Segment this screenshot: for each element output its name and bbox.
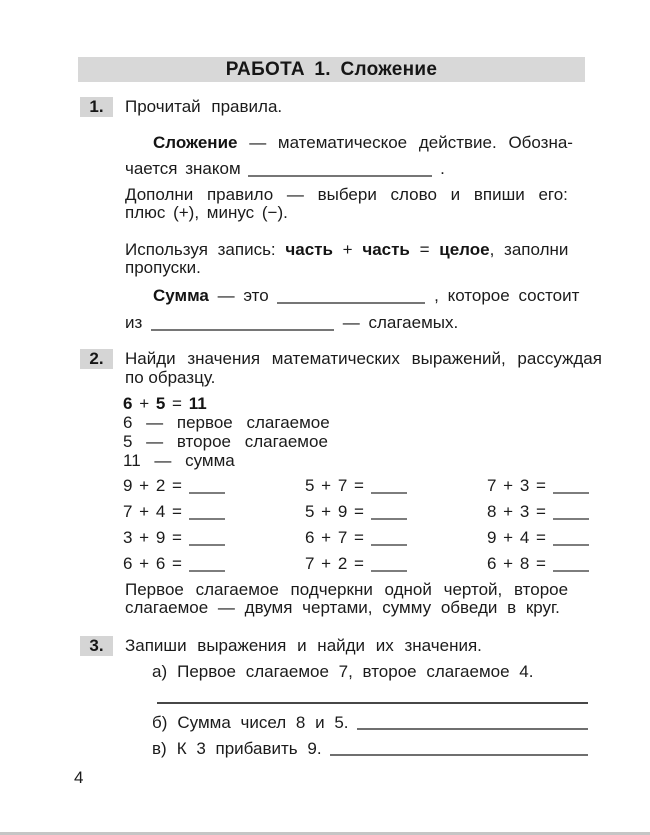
rule-definition-line-2	[125, 159, 587, 178]
page-number: 4	[74, 768, 84, 787]
expression-text: 8 + 3 =	[487, 502, 546, 521]
expression-text: 9 + 4 =	[487, 528, 546, 547]
rule-part-whole	[125, 241, 587, 277]
term-whole: целое	[439, 240, 490, 259]
task-1-number: 1.	[80, 97, 113, 117]
expression-text: 5 + 7 =	[305, 476, 364, 495]
term-sum: Сумма	[153, 286, 209, 305]
example-plus: +	[132, 394, 156, 413]
example-block	[123, 394, 330, 470]
answer-blank[interactable]	[371, 557, 407, 572]
example-equation	[123, 394, 330, 413]
term-addition: Сложение	[153, 133, 238, 152]
task-2-prompt-line-1: Найди значения математических выражений, рассуждая	[125, 349, 602, 368]
item-v-label: в)	[152, 739, 167, 758]
task-1-prompt: Прочитай правила.	[125, 97, 283, 116]
item-a-text: Первое слагаемое 7, второе слагаемое 4.	[177, 662, 534, 681]
expression-text: 9 + 2 =	[123, 476, 182, 495]
answer-blank[interactable]	[371, 531, 407, 546]
grid-row-3	[123, 528, 593, 547]
task-1-header	[80, 97, 282, 117]
answer-blank[interactable]	[189, 505, 225, 520]
example-legend-2: 5 — второе слагаемое	[123, 432, 328, 451]
item-v	[152, 740, 588, 758]
answer-blank[interactable]	[371, 505, 407, 520]
expression-text: 7 + 2 =	[305, 554, 364, 573]
expression	[123, 554, 305, 573]
expression-text: 7 + 4 =	[123, 502, 182, 521]
expression	[123, 502, 305, 521]
fill-blank-addends[interactable]	[151, 316, 334, 331]
rule-part-whole-line-1	[125, 241, 587, 259]
rule-sum-line-1	[125, 286, 587, 305]
task-3-number: 3.	[80, 636, 113, 656]
answer-blank[interactable]	[553, 531, 589, 546]
expression	[305, 502, 487, 521]
rule-sum-line-2	[125, 313, 587, 332]
example-legend-3: 11 — сумма	[123, 451, 235, 470]
example-addend-1: 6	[123, 394, 133, 413]
expression	[305, 476, 487, 495]
answer-blank[interactable]	[371, 479, 407, 494]
term-part-2: часть	[362, 240, 410, 259]
expression	[305, 554, 487, 573]
expression-text: 7 + 3 =	[487, 476, 546, 495]
plus-sign: +	[332, 240, 363, 259]
page-title: РАБОТА 1. Сложение	[78, 57, 585, 82]
item-v-text: К 3 прибавить 9.	[176, 739, 322, 758]
task-2-number: 2.	[80, 349, 113, 369]
rule-part-whole-text-1: Используя запись:	[125, 240, 286, 259]
expression-text: 6 + 6 =	[123, 554, 182, 573]
expression-text: 3 + 9 =	[123, 528, 182, 547]
term-part-1: часть	[285, 240, 333, 259]
expression-text: 6 + 8 =	[487, 554, 546, 573]
expression	[123, 476, 305, 495]
fill-blank-sum[interactable]	[277, 289, 425, 304]
rule-definition	[125, 133, 587, 178]
item-b	[152, 714, 588, 732]
rule-choose-word	[125, 186, 587, 222]
item-a-label: а)	[152, 662, 168, 681]
rule-sum-text-4: — слагаемых.	[334, 313, 459, 332]
expression-text: 6 + 7 =	[305, 528, 364, 547]
example-sum: 11	[188, 394, 207, 413]
answer-blank[interactable]	[189, 531, 225, 546]
expression	[487, 476, 589, 495]
rule-sum-text-3: из	[125, 313, 152, 332]
underline-instructions-line-2: слагаемое — двумя чертами, сумму обведи в круг.	[125, 598, 560, 617]
equals-sign: =	[409, 240, 440, 259]
expression-text: 5 + 9 =	[305, 502, 364, 521]
underline-instructions-line-1: Первое слагаемое подчеркни одной чертой, второе	[125, 580, 569, 599]
expression	[305, 528, 487, 547]
task-2-header	[80, 349, 602, 387]
item-b-text: Сумма чисел 8 и 5.	[177, 713, 349, 732]
rule-sum	[125, 286, 587, 332]
expression	[487, 502, 589, 521]
answer-blank[interactable]	[553, 505, 589, 520]
example-legend-1: 6 — первое слагаемое	[123, 413, 330, 432]
expression	[487, 554, 589, 573]
example-addend-2: 5	[155, 394, 166, 413]
task-2-prompt-line-2: по образцу.	[125, 367, 216, 387]
expression	[123, 528, 305, 547]
grid-row-1	[123, 476, 593, 495]
rule-part-whole-text-2: , заполни	[489, 240, 569, 259]
rule-part-whole-line-2: пропуски.	[125, 258, 201, 277]
item-a	[152, 663, 533, 681]
task-2-prompt	[125, 350, 602, 387]
underline-instructions	[125, 581, 587, 617]
example-equals: =	[165, 394, 189, 413]
expression	[487, 528, 589, 547]
grid-row-4	[123, 554, 593, 573]
task-3-header	[80, 636, 482, 656]
rule-sum-text-2: , которое состоит	[425, 286, 580, 305]
rule-choose-line-1: Дополни правило — выбери слово и впиши его:	[125, 185, 568, 204]
answer-blank[interactable]	[553, 557, 589, 572]
fill-blank-sign[interactable]	[248, 162, 432, 177]
item-b-label: б)	[152, 713, 168, 732]
rule-choose-line-2: плюс (+), минус (−).	[125, 203, 288, 222]
expression-grid	[123, 476, 593, 580]
item-v-answer-line[interactable]	[330, 754, 588, 756]
answer-blank[interactable]	[553, 479, 589, 494]
item-b-answer-line[interactable]	[357, 728, 588, 730]
rule-definition-text: — математическое действие. Обозна-	[237, 133, 573, 152]
answer-blank[interactable]	[189, 557, 225, 572]
item-a-answer-line[interactable]	[157, 702, 588, 704]
task-3-prompt: Запиши выражения и найди их значения.	[125, 636, 482, 655]
answer-blank[interactable]	[189, 479, 225, 494]
rule-definition-line-1	[125, 133, 587, 152]
rule-definition-text-2: чается знаком	[125, 159, 249, 178]
grid-row-2	[123, 502, 593, 521]
rule-sum-text-1: — это	[208, 286, 278, 305]
rule-definition-period: .	[432, 159, 445, 178]
